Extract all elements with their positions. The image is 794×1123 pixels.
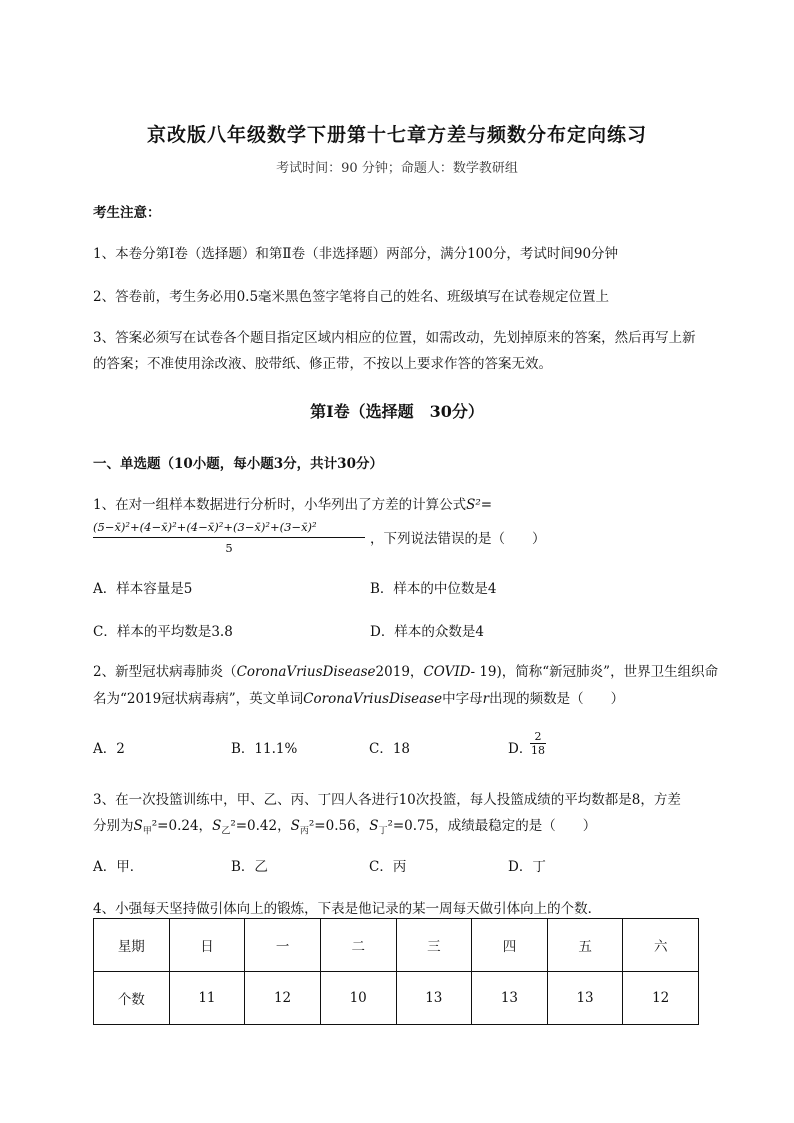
q3-stem-line2 — [93, 814, 596, 837]
exam-info: 考试时间：90 分钟；命题人：数学教研组 — [276, 161, 518, 176]
variance-value: ²=0.24， — [151, 818, 213, 834]
q1-option-c: C．样本的平均数是3.8 — [93, 624, 233, 640]
q1-option-d: D．样本的众数是4 — [370, 624, 484, 640]
table-cell: 星期 — [94, 919, 170, 972]
notice-item-3: 3、答案必须写在试卷各个题目指定区域内相应的位置，如需改动，先划掉原来的答案，然后再写上新 — [93, 330, 696, 346]
notice-item-3-cont: 的答案；不准使用涂改液、胶带纸、修正带，不按以上要求作答的答案无效。 — [93, 356, 552, 372]
table-cell: 一 — [245, 919, 321, 972]
q1-stem — [93, 493, 492, 513]
table-cell: 三 — [396, 919, 472, 972]
q1-question: ，下列说法错误的是（ ） — [370, 531, 546, 547]
table-cell: 11 — [169, 972, 245, 1025]
variance-symbol: S — [212, 818, 222, 834]
fraction-denominator: 18 — [531, 744, 545, 757]
q1-formula-denominator: 5 — [225, 541, 233, 555]
q2-text: - 19)，简称“新冠肺炎”，世界卫生组织命 — [470, 664, 719, 680]
table-cell: 12 — [623, 972, 699, 1025]
q2-text: 2、新型冠状病毒肺炎（ — [93, 664, 237, 680]
variance-subscript: 甲 — [142, 826, 152, 837]
q2-text: 名为“2019冠状病毒病”，英文单词 — [93, 691, 304, 707]
q1-formula-numerator: (5−x̄)²+(4−x̄)²+(4−x̄)²+(3−x̄)²+(3−x̄)² — [93, 520, 365, 538]
variance-symbol: S — [290, 818, 300, 834]
table-cell: 13 — [547, 972, 623, 1025]
q2-option-d: D． — [508, 741, 533, 757]
q3-stem-line1: 3、在一次投篮训练中，甲、乙、丙、丁四人各进行10次投篮，每人投篮成绩的平均数都是8，方差 — [93, 792, 681, 808]
q2-term: r — [482, 691, 490, 707]
notice-item-2: 2、答卷前，考生务必用0.5毫米黑色签字笔将自己的姓名、班级填写在试卷规定位置上 — [93, 289, 610, 305]
table-cell: 12 — [245, 972, 321, 1025]
q2-stem-line2 — [93, 687, 624, 707]
q2-term: COVID — [423, 664, 471, 680]
page-title: 京改版八年级数学下册第十七章方差与频数分布定向练习 — [146, 124, 647, 146]
q3-option-d: D．丁 — [508, 859, 546, 875]
q2-option-c: C．18 — [369, 741, 411, 757]
q3-text: 分别为 — [93, 818, 134, 834]
q2-option-a: A．2 — [93, 741, 125, 757]
table-cell: 六 — [623, 919, 699, 972]
section-title: 第I卷（选择题 30分） — [310, 402, 484, 421]
variance-symbol: S — [133, 818, 143, 834]
q2-option-b: B．11.1% — [231, 741, 298, 757]
table-cell: 五 — [547, 919, 623, 972]
variance-value: ²=0.56， — [308, 818, 370, 834]
table-cell: 13 — [396, 972, 472, 1025]
variance-value: ²=0.75，成绩最稳定的是（ ） — [387, 818, 597, 834]
notice-item-1: 1、本卷分第I卷（选择题）和第Ⅱ卷（非选择题）两部分，满分100分，考试时间90分钟 — [93, 246, 619, 262]
table-cell: 10 — [320, 972, 396, 1025]
table-cell: 日 — [169, 919, 245, 972]
q1-option-b: B．样本的中位数是4 — [370, 581, 497, 597]
notice-heading: 考生注意： — [93, 205, 161, 221]
variance-subscript: 乙 — [221, 826, 231, 837]
variance-subscript: 丁 — [378, 826, 388, 837]
table-cell: 四 — [472, 919, 548, 972]
q1-option-a: A．样本容量是5 — [93, 581, 193, 597]
variance-value: ²=0.42， — [230, 818, 291, 834]
table-cell: 个数 — [94, 972, 170, 1025]
q2-text: 中字母 — [442, 691, 483, 707]
pullup-table — [93, 918, 699, 1025]
q1-formula-lhs: S²= — [466, 497, 493, 513]
fraction-numerator: 2 — [530, 730, 546, 744]
q3-option-a: A．甲． — [93, 859, 144, 875]
variance-subscript: 丙 — [299, 826, 309, 837]
table-cell: 二 — [320, 919, 396, 972]
q3-option-c: C．丙 — [369, 859, 407, 875]
q2-term: CoronaVriusDisease — [303, 691, 443, 707]
table-row — [94, 919, 699, 972]
q2-term: CoronaVriusDisease — [236, 664, 376, 680]
q2-option-d-fraction — [530, 730, 546, 758]
q2-text: 出现的频数是（ ） — [489, 691, 625, 707]
q1-stem-text: 1、在对一组样本数据进行分析时，小华列出了方差的计算公式 — [93, 497, 467, 513]
q4-stem: 4、小强每天坚持做引体向上的锻炼，下表是他记录的某一周每天做引体向上的个数． — [93, 901, 602, 917]
q1-variance-formula — [93, 520, 365, 555]
table-cell: 13 — [472, 972, 548, 1025]
part-heading: 一、单选题（10小题，每小题3分，共计30分） — [93, 456, 383, 472]
variance-symbol: S — [369, 818, 379, 834]
q2-text: 2019， — [375, 664, 424, 680]
table-row — [94, 972, 699, 1025]
q2-stem-line1 — [93, 660, 718, 680]
q3-option-b: B．乙 — [231, 859, 268, 875]
